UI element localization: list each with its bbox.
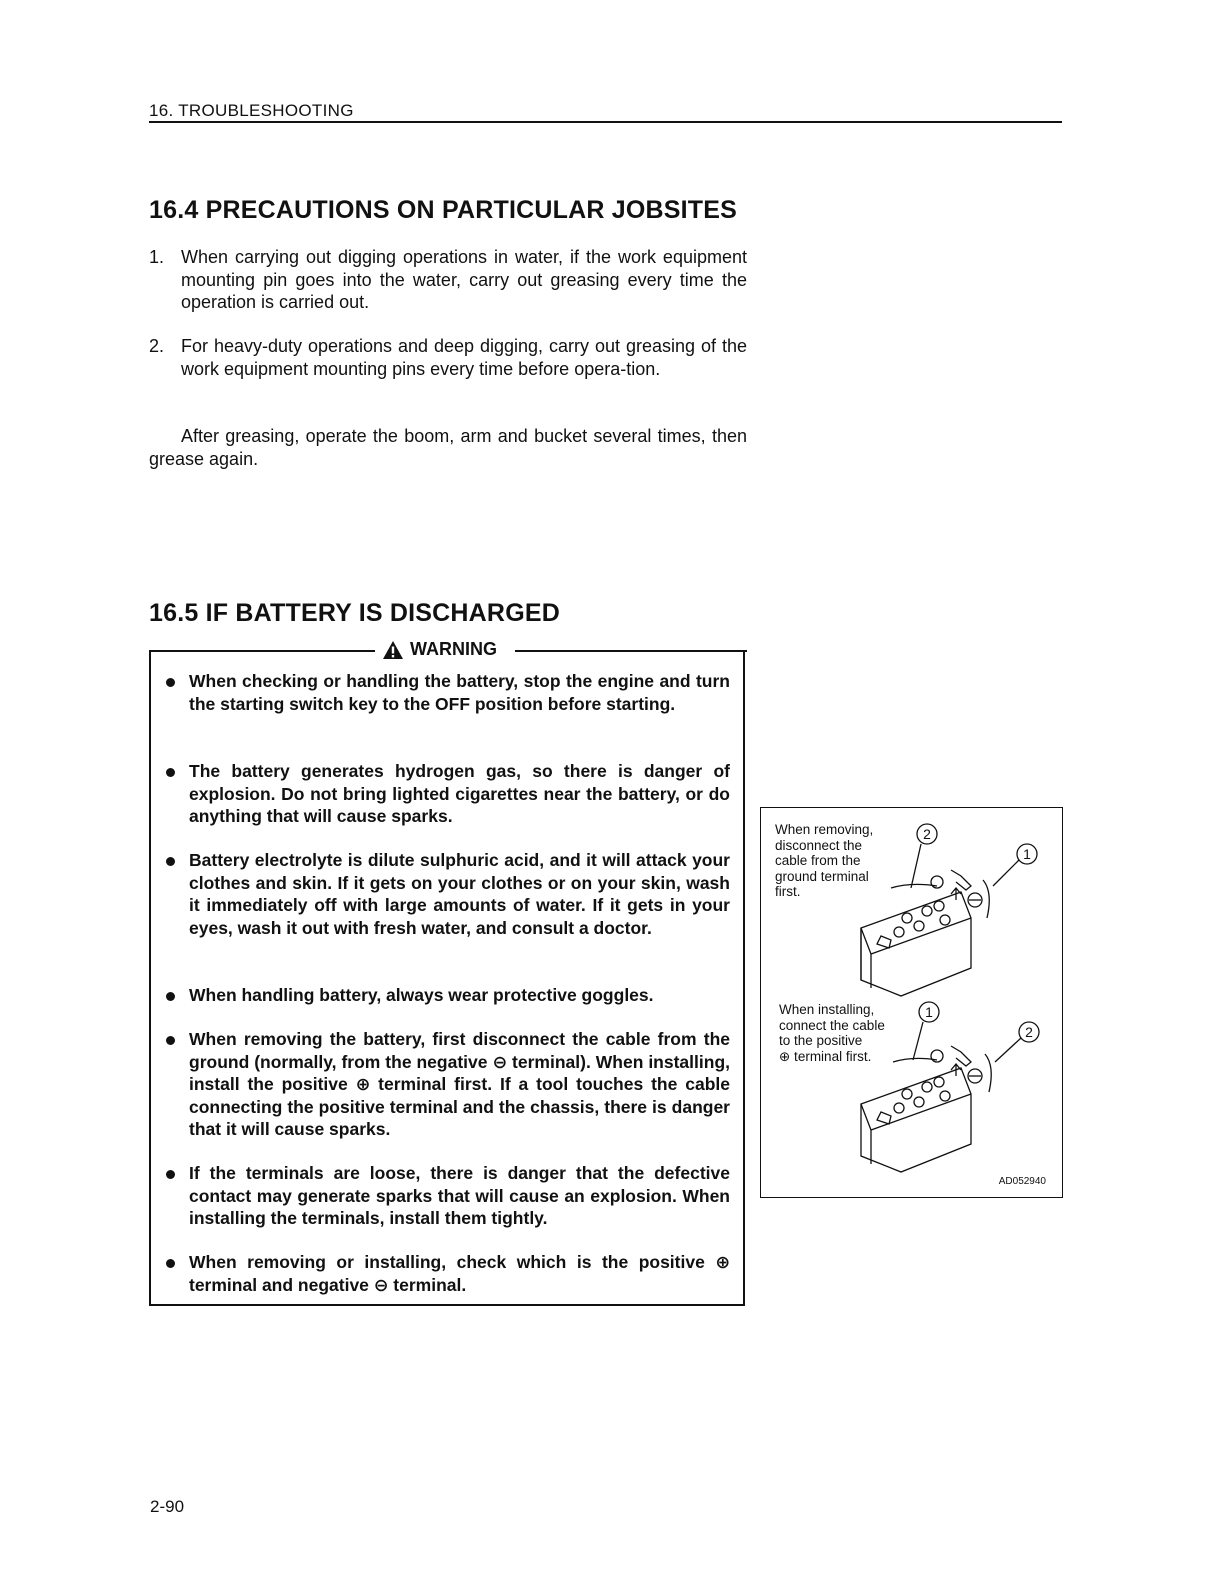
battery-diagram	[761, 808, 1061, 1196]
list-item	[149, 246, 747, 314]
battery-installing-illustration	[861, 1002, 1039, 1172]
warning-header	[382, 639, 497, 660]
warning-item	[166, 760, 730, 828]
warning-text: If the terminals are loose, there is danger that the defective contact may generate sparks that will cause an explosion. When installing the terminals, install them tightly.	[189, 1163, 730, 1228]
figure-code: AD052940	[998, 1176, 1046, 1187]
list-item-number: 2.	[149, 336, 165, 356]
bullet-icon	[166, 992, 175, 1001]
bullet-icon	[166, 1259, 175, 1268]
warning-item	[166, 670, 730, 715]
removing-caption: When removing, disconnect the cable from the ground terminal first.	[775, 822, 874, 899]
warning-item	[166, 1028, 730, 1141]
svg-text:2: 2	[1025, 1024, 1033, 1040]
section-16-4-title: 16.4 PRECAUTIONS ON PARTICULAR JOBSITES	[149, 196, 737, 224]
warning-text: Battery electrolyte is dilute sulphuric acid, and it will attack your clothes and skin. If it gets on your clothes or on your skin, wash it immediately off with large amounts of water. If it gets in your eyes, wash it out with fresh water, and consult a doctor.	[189, 850, 730, 938]
svg-text:1: 1	[925, 1004, 933, 1020]
warning-text: When removing or installing, check which is the positive ⊕ terminal and negative ⊖ terminal.	[189, 1252, 730, 1295]
warning-item	[166, 984, 730, 1007]
svg-text:1: 1	[1023, 846, 1031, 862]
warning-triangle-icon	[382, 640, 404, 660]
warning-text: When removing the battery, first disconnect the cable from the ground (normally, from the negative ⊖ terminal). When installing, install the positive ⊕ terminal first. If a tool touches the cable connecting the positive terminal and the chassis, there is danger that it will cause sparks.	[189, 1029, 730, 1139]
list-item-number: 1.	[149, 247, 165, 267]
page-number: 2-90	[150, 1497, 185, 1516]
list-item-text: For heavy-duty operations and deep digging, carry out greasing of the work equipment mounting pins every time before opera-tion.	[181, 336, 747, 379]
warning-item	[166, 1162, 730, 1230]
warning-item	[166, 849, 730, 939]
bullet-icon	[166, 1170, 175, 1179]
warning-text: The battery generates hydrogen gas, so there is danger of explosion. Do not bring lighted cigarettes near the battery, or do anything that will cause sparks.	[189, 761, 730, 826]
bullet-icon	[166, 857, 175, 866]
list-item	[149, 335, 747, 380]
battery-removing-illustration	[861, 824, 1037, 996]
warning-text: When handling battery, always wear protective goggles.	[189, 985, 654, 1005]
svg-text:2: 2	[923, 826, 931, 842]
header-rule	[149, 121, 1062, 123]
bullet-icon	[166, 1036, 175, 1045]
greasing-note: After greasing, operate the boom, arm and bucket several times, then grease again.	[149, 426, 747, 469]
bullet-icon	[166, 768, 175, 777]
bullet-icon	[166, 678, 175, 687]
warning-label: WARNING	[410, 639, 497, 659]
section-16-5-title: 16.5 IF BATTERY IS DISCHARGED	[149, 599, 560, 627]
installing-caption: When installing, connect the cable to the positive ⊕ terminal first.	[779, 1002, 885, 1064]
battery-figure	[760, 807, 1063, 1198]
warning-text: When checking or handling the battery, stop the engine and turn the starting switch key to the OFF position before starting.	[189, 671, 730, 714]
list-item-text: When carrying out digging operations in water, if the work equipment mounting pin goes into the water, carry out greasing every time the operation is carried out.	[181, 247, 747, 312]
warning-item	[166, 1251, 730, 1296]
running-header: 16. TROUBLESHOOTING	[149, 101, 354, 120]
